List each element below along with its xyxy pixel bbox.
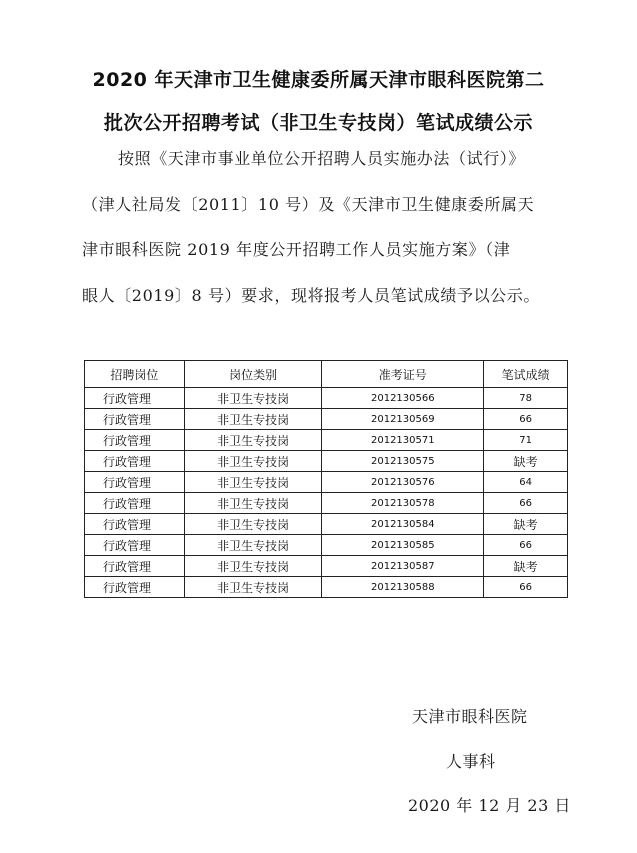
cell-category: 非卫生专技岗: [184, 388, 322, 409]
paragraph-line: 眼人〔2019〕8 号）要求，现将报考人员笔试成绩予以公示。: [82, 286, 540, 305]
cell-category: 非卫生专技岗: [184, 493, 322, 514]
cell-score: 71: [484, 430, 568, 451]
cell-score: 66: [484, 577, 568, 598]
cell-position: 行政管理: [85, 472, 185, 493]
cell-position: 行政管理: [85, 451, 185, 472]
paragraph-line: 津市眼科医院 2019 年度公开招聘工作人员实施方案》（津: [82, 240, 511, 259]
table-row: [85, 472, 568, 493]
table-row: [85, 409, 568, 430]
cell-category: 非卫生专技岗: [184, 535, 322, 556]
cell-position: 行政管理: [85, 430, 185, 451]
cell-score: 66: [484, 409, 568, 430]
cell-category: 非卫生专技岗: [184, 472, 322, 493]
table-row: [85, 514, 568, 535]
cell-score: 缺考: [484, 451, 568, 472]
cell-exam-id: 2012130575: [322, 451, 484, 472]
cell-exam-id: 2012130578: [322, 493, 484, 514]
document-title-line-1: 2020 年天津市卫生健康委所属天津市眼科医院第二: [92, 69, 545, 91]
table-row: [85, 430, 568, 451]
cell-exam-id: 2012130576: [322, 472, 484, 493]
cell-category: 非卫生专技岗: [184, 556, 322, 577]
cell-score: 66: [484, 535, 568, 556]
header-exam-id: 准考证号: [322, 361, 484, 388]
table-row: [85, 451, 568, 472]
cell-score: 缺考: [484, 514, 568, 535]
cell-position: 行政管理: [85, 556, 185, 577]
table-row: [85, 535, 568, 556]
cell-score: 64: [484, 472, 568, 493]
table-header-row: [85, 361, 568, 388]
cell-position: 行政管理: [85, 493, 185, 514]
table-row: [85, 388, 568, 409]
cell-category: 非卫生专技岗: [184, 451, 322, 472]
signature-date: 2020 年 12 月 23 日: [408, 796, 571, 815]
cell-position: 行政管理: [85, 409, 185, 430]
cell-score: 66: [484, 493, 568, 514]
cell-exam-id: 2012130584: [322, 514, 484, 535]
cell-category: 非卫生专技岗: [184, 409, 322, 430]
cell-exam-id: 2012130588: [322, 577, 484, 598]
header-score: 笔试成绩: [484, 361, 568, 388]
table-row: [85, 577, 568, 598]
cell-exam-id: 2012130571: [322, 430, 484, 451]
table-row: [85, 556, 568, 577]
cell-position: 行政管理: [85, 388, 185, 409]
cell-score: 缺考: [484, 556, 568, 577]
cell-exam-id: 2012130587: [322, 556, 484, 577]
cell-position: 行政管理: [85, 514, 185, 535]
signature-department: 人事科: [446, 752, 496, 771]
cell-category: 非卫生专技岗: [184, 577, 322, 598]
cell-exam-id: 2012130569: [322, 409, 484, 430]
header-position: 招聘岗位: [85, 361, 185, 388]
cell-category: 非卫生专技岗: [184, 430, 322, 451]
signature-organization: 天津市眼科医院: [412, 707, 528, 726]
cell-exam-id: 2012130566: [322, 388, 484, 409]
score-table: [84, 360, 568, 598]
cell-position: 行政管理: [85, 535, 185, 556]
table-row: [85, 493, 568, 514]
header-category: 岗位类别: [184, 361, 322, 388]
cell-exam-id: 2012130585: [322, 535, 484, 556]
cell-position: 行政管理: [85, 577, 185, 598]
paragraph-line: （津人社局发〔2011〕10 号）及《天津市卫生健康委所属天: [82, 195, 535, 214]
cell-category: 非卫生专技岗: [184, 514, 322, 535]
paragraph-line: 按照《天津市事业单位公开招聘人员实施办法（试行）》: [118, 149, 526, 168]
document-title-line-2: 批次公开招聘考试（非卫生专技岗）笔试成绩公示: [103, 112, 533, 134]
cell-score: 78: [484, 388, 568, 409]
